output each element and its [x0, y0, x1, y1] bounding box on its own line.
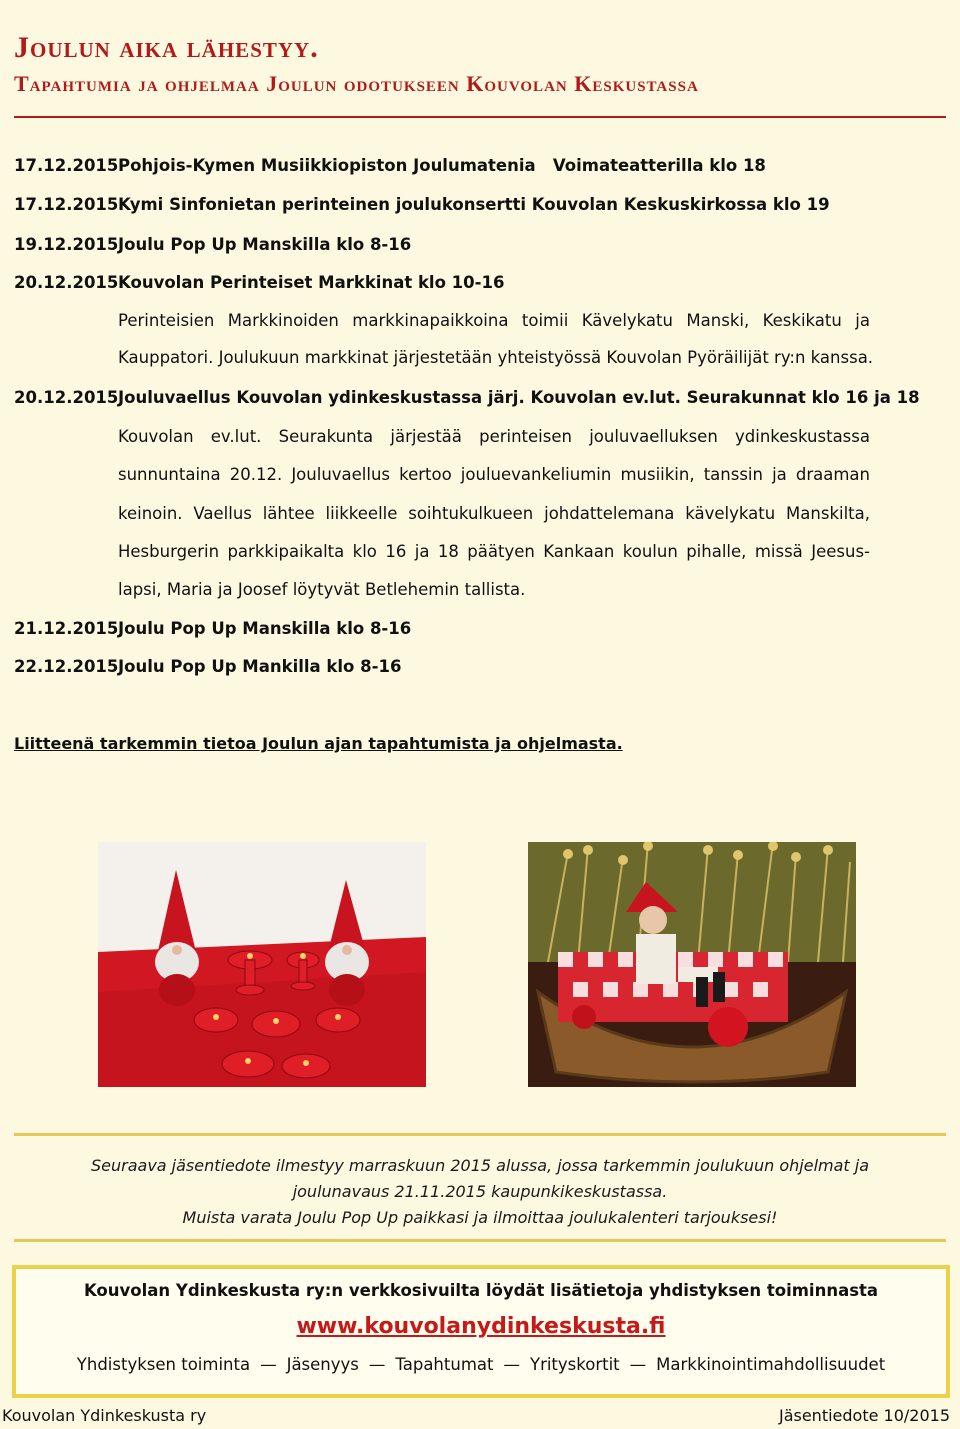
- event-item: [14, 387, 920, 409]
- event-text: Joulu Pop Up Mankilla klo 8-16: [118, 657, 402, 676]
- nav-separator: —: [629, 1355, 647, 1374]
- website-sections: [16, 1355, 946, 1374]
- section-link-jasenyys[interactable]: Jäsenyys: [286, 1355, 359, 1374]
- walk-description: lapsi, Maria ja Joosef löytyvät Betlehemin tallista.: [118, 580, 526, 599]
- website-info-box: [12, 1265, 950, 1398]
- notice-divider-bottom: [14, 1239, 946, 1242]
- nav-separator: —: [260, 1355, 277, 1374]
- event-text: Jouluvaellus Kouvolan ydinkeskustassa järj. Kouvolan ev.lut. Seurakunnat klo 16 ja 18: [118, 388, 920, 407]
- event-text: Joulu Pop Up Manskilla klo 8-16: [118, 619, 412, 638]
- next-issue-notice: [40, 1153, 920, 1231]
- event-item: [14, 618, 411, 640]
- event-date: 21.12.2015: [14, 619, 119, 638]
- attachment-note: Liitteenä tarkemmin tietoa Joulun ajan tapahtumista ja ohjelmasta.: [14, 734, 623, 753]
- event-item: [14, 194, 830, 216]
- event-date: 19.12.2015: [14, 235, 119, 254]
- walk-description: sunnuntaina 20.12. Jouluvaellus kertoo jouluevankeliumin musiikin, tanssin ja draaman: [118, 465, 870, 484]
- page-subtitle: Tapahtumia ja ohjelmaa Joulun odotukseen Kouvolan Keskustassa: [14, 71, 699, 96]
- event-item: [14, 155, 766, 177]
- event-text: Kymi Sinfonietan perinteinen joulukonsertti Kouvolan Keskuskirkossa klo 19: [118, 195, 830, 214]
- notice-line: Muista varata Joulu Pop Up paikkasi ja ilmoittaa joulukalenteri tarjouksesi!: [182, 1208, 778, 1227]
- elf-basket-illustration: [528, 842, 856, 1087]
- event-item: [14, 234, 411, 256]
- event-date: 20.12.2015: [14, 273, 119, 292]
- event-date: 22.12.2015: [14, 657, 119, 676]
- event-item: [14, 656, 401, 678]
- section-link-yrityskortit[interactable]: Yrityskortit: [529, 1355, 620, 1374]
- event-date: 17.12.2015: [14, 195, 119, 214]
- footer-issue: Jäsentiedote 10/2015: [778, 1406, 950, 1425]
- walk-description: Kouvolan ev.lut. Seurakunta järjestää perinteisen jouluvaelluksen ydinkeskustassa: [118, 427, 870, 446]
- website-link[interactable]: www.kouvolanydinkeskusta.fi: [296, 1314, 666, 1339]
- notice-line: joulunavaus 21.11.2015 kaupunkikeskustassa.: [292, 1182, 668, 1201]
- nav-separator: —: [368, 1355, 386, 1374]
- walk-description: keinoin. Vaellus lähtee liikkeelle soihtukulkueen johdattelemana kävelykatu Manskilta,: [118, 504, 870, 523]
- event-text: Joulu Pop Up Manskilla klo 8-16: [118, 235, 412, 254]
- event-item: [14, 272, 504, 294]
- markets-description: Perinteisien Markkinoiden markkinapaikkoina toimii Kävelykatu Manski, Keskikatu ja: [118, 311, 870, 330]
- section-link-markkinointi[interactable]: Markkinointimahdollisuudet: [656, 1355, 886, 1374]
- event-text: Kouvolan Perinteiset Markkinat klo 10-16: [118, 273, 505, 292]
- event-text: Pohjois-Kymen Musiikkiopiston Joulumatenia Voimateatterilla klo 18: [118, 156, 766, 175]
- markets-description: Kauppatori. Joulukuun markkinat järjestetään yhteistyössä Kouvolan Pyöräilijät ry:n kanssa.: [118, 348, 874, 367]
- event-date: 17.12.2015: [14, 156, 119, 175]
- gnome-candles-photo: [98, 842, 426, 1087]
- gnome-candles-illustration: [98, 842, 426, 1087]
- page-title: Joulun aika lähestyy.: [14, 31, 319, 64]
- info-box-heading: Kouvolan Ydinkeskusta ry:n verkkosivuilta löydät lisätietoja yhdistyksen toiminnasta: [83, 1281, 879, 1300]
- section-link-tapahtumat[interactable]: Tapahtumat: [395, 1355, 494, 1374]
- notice-line: Seuraava jäsentiedote ilmestyy marraskuun 2015 alussa, jossa tarkemmin joulukuun ohjelmat ja: [90, 1156, 870, 1175]
- footer-organization: Kouvolan Ydinkeskusta ry: [2, 1406, 207, 1425]
- section-link-toiminta[interactable]: Yhdistyksen toiminta: [76, 1355, 251, 1374]
- notice-divider-top: [14, 1133, 946, 1136]
- event-date: 20.12.2015: [14, 388, 119, 407]
- walk-description: Hesburgerin parkkipaikalta klo 16 ja 18 päätyen Kankaan koulun pihalle, missä Jeesus-: [118, 542, 870, 561]
- elf-basket-photo: [528, 842, 856, 1087]
- title-divider: [14, 116, 946, 118]
- nav-separator: —: [503, 1355, 520, 1374]
